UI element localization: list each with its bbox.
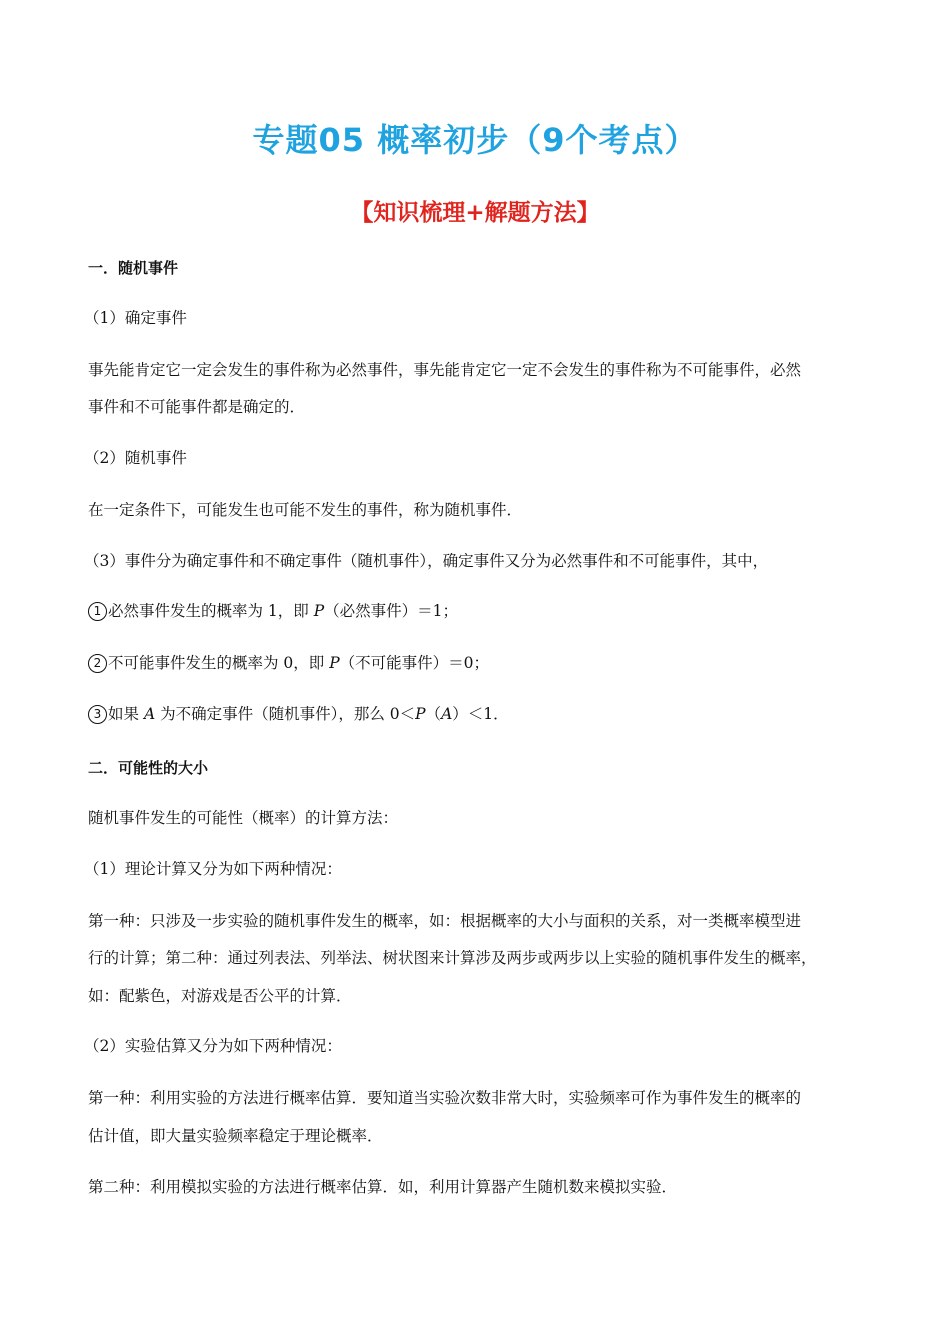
bullet3-var-a: A: [143, 705, 156, 723]
page-subtitle: 【知识梳理+解题方法】: [350, 200, 600, 226]
section1-heading: 一．随机事件: [88, 259, 179, 277]
section1-item1-text-line2: 事件和不可能事件都是确定的．: [88, 398, 306, 416]
bullet3-open: （: [425, 705, 442, 723]
bullet1-post: （必然事件）＝1；: [324, 602, 459, 620]
bullet1-pre: 必然事件发生的概率为 1，即: [108, 602, 314, 620]
section1-bullet1: [88, 600, 878, 622]
section1-item3-text: （3）事件分为确定事件和不确定事件（随机事件），确定事件又分为必然事件和不可能事件，其中，: [84, 552, 769, 570]
bullet3-var-p: P: [415, 705, 426, 723]
circled-number-3: 3: [88, 705, 107, 724]
section1-bullet3: [88, 703, 878, 725]
section2-item3-line1: 第二种：利用模拟实验的方法进行概率估算．如，利用计算器产生随机数来模拟实验．: [88, 1178, 678, 1196]
section1-item2-label: （2）随机事件: [84, 449, 187, 467]
bullet3-var-a2: A: [441, 705, 453, 723]
circled-number-1: 1: [88, 602, 107, 621]
section2-heading: 二．可能性的大小: [88, 759, 209, 777]
section2-item1-label: （1）理论计算又分为如下两种情况：: [84, 860, 342, 878]
circled-number-2: 2: [88, 654, 107, 673]
page-title: 专题05 概率初步（9个考点）: [252, 121, 698, 159]
section2-intro: 随机事件发生的可能性（概率）的计算方法：: [88, 809, 399, 827]
bullet3-mid: 为不确定事件（随机事件），那么 0＜: [155, 705, 416, 723]
section2-item1-line1: 第一种：只涉及一步实验的随机事件发生的概率，如：根据概率的大小与面积的关系，对一类概率模型进: [88, 912, 802, 930]
section1-item2-text: 在一定条件下，可能发生也可能不发生的事件，称为随机事件．: [88, 501, 523, 519]
section2-item1-line3: 如：配紫色，对游戏是否公平的计算．: [88, 987, 352, 1005]
section2-item1-line2: 行的计算；第二种：通过列表法、列举法、树状图来计算涉及两步或两步以上实验的随机事件发生的概率，: [88, 949, 817, 967]
section1-bullet2: [88, 652, 878, 674]
section1-item1-label: （1）确定事件: [84, 309, 187, 327]
bullet2-post: （不可能事件）＝0；: [339, 654, 490, 672]
bullet2-var: P: [329, 654, 340, 672]
section1-item1-text-line1: 事先能肯定它一定会发生的事件称为必然事件，事先能肯定它一定不会发生的事件称为不可能事件，必然: [88, 361, 802, 379]
section2-item2-label: （2）实验估算又分为如下两种情况：: [84, 1037, 342, 1055]
bullet1-var: P: [313, 602, 325, 620]
bullet2-pre: 不可能事件发生的概率为 0，即: [108, 654, 330, 672]
section2-item2-line2: 估计值，即大量实验频率稳定于理论概率．: [88, 1127, 383, 1145]
bullet3-post: ）＜1．: [452, 705, 509, 723]
bullet3-pre: 如果: [108, 705, 144, 723]
section2-item2-line1: 第一种：利用实验的方法进行概率估算．要知道当实验次数非常大时，实验频率可作为事件发生的概率的: [88, 1089, 802, 1107]
